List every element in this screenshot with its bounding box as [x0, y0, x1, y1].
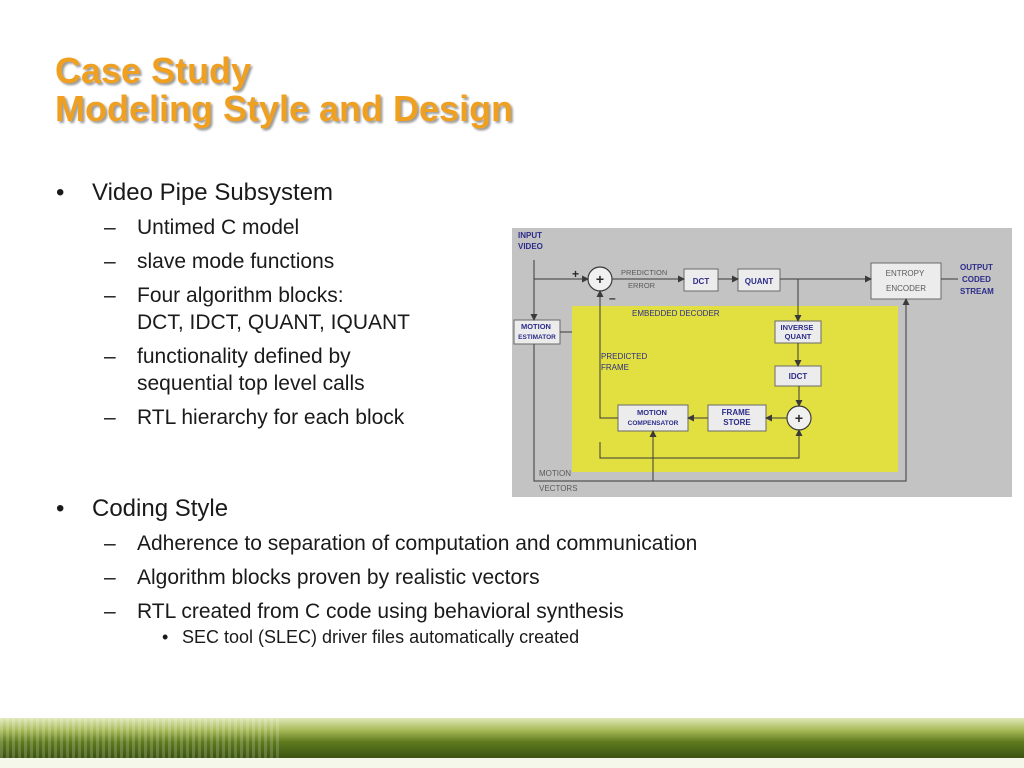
sub-bullet-text-continued: sequential top level calls: [137, 372, 365, 395]
dct-label: DCT: [692, 277, 710, 286]
sub-bullet: [92, 564, 876, 591]
entropy-encoder-label: ENTROPY ENCODER: [885, 269, 927, 293]
bullet-list-coding-style: [56, 492, 876, 656]
motion-vectors-label: MOTION VECTORS: [539, 469, 578, 493]
dash-marker: –: [104, 250, 116, 273]
bullet-list-video-pipe: [56, 176, 496, 438]
bullet-video-pipe-subsystem: [56, 176, 496, 431]
dash-marker: –: [104, 284, 116, 307]
dash-marker: –: [104, 345, 116, 368]
output-coded-stream-label: OUTPUT CODED STREAM: [960, 263, 994, 296]
sub-bullet: [92, 530, 876, 557]
prediction-error-label: PREDICTION ERROR: [621, 268, 668, 290]
sub-sub-list: [137, 625, 876, 649]
junction-2-plus: +: [794, 410, 804, 426]
sub-bullet-text: functionality defined by: [137, 345, 351, 368]
dash-marker: –: [104, 566, 116, 589]
frame-store-label: FRAME STORE: [721, 408, 751, 427]
bullet-coding-style: [56, 492, 876, 649]
footer-texture: [0, 718, 280, 758]
sub-bullet: [92, 404, 496, 431]
dash-marker: –: [104, 406, 116, 429]
embedded-decoder-label: EMBEDDED DECODER: [632, 309, 720, 318]
sub-bullet-text: slave mode functions: [137, 250, 335, 273]
sub-bullet-text-continued: DCT, IDCT, QUANT, IQUANT: [137, 311, 411, 334]
sub-bullet-text: Adherence to separation of computation and communication: [137, 532, 698, 555]
sub-bullet: [92, 598, 876, 649]
motion-estimator-label: MOTION ESTIMATOR: [518, 322, 556, 341]
sub-bullet-text: Algorithm blocks proven by realistic vectors: [137, 566, 540, 589]
embedded-decoder-region: [572, 306, 898, 472]
slide-title: [55, 52, 513, 128]
bullet-text: Coding Style: [92, 495, 229, 522]
title-line-1: Case Study: [55, 50, 252, 91]
sub-bullet: [92, 282, 496, 336]
bullet-marker: •: [162, 627, 169, 647]
dash-marker: –: [104, 216, 116, 239]
sub-bullet-text: Untimed C model: [137, 216, 300, 239]
sub-bullet: [92, 343, 496, 397]
dash-marker: –: [104, 532, 116, 555]
bullet-text: Video Pipe Subsystem: [92, 179, 334, 206]
sub-list: [92, 530, 876, 649]
sub-bullet-text: RTL hierarchy for each block: [137, 406, 405, 429]
motion-compensator-label: MOTION COMPENSATOR: [627, 408, 679, 427]
input-plus-sign: +: [572, 267, 580, 281]
sub-bullet: [92, 214, 496, 241]
quant-label: QUANT: [744, 277, 774, 286]
bullet-marker: •: [56, 179, 65, 206]
video-pipeline-diagram: [512, 228, 1012, 497]
junction-1-plus: +: [595, 271, 605, 287]
sub-list: [92, 214, 496, 431]
predicted-frame-label: PREDICTED FRAME: [601, 352, 648, 372]
footer-band: [0, 718, 1024, 768]
bullet-marker: •: [56, 495, 65, 522]
idct-label: IDCT: [788, 372, 808, 381]
inverse-quant-label: INVERSE QUANT: [780, 323, 814, 341]
feedback-minus-sign: –: [609, 291, 616, 305]
title-line-2: Modeling Style and Design: [55, 88, 514, 129]
sub-bullet: [92, 248, 496, 275]
dash-marker: –: [104, 600, 116, 623]
sub-sub-bullet: [92, 625, 876, 649]
footer-base: [0, 758, 1024, 768]
sub-bullet-text: Four algorithm blocks:: [137, 284, 344, 307]
sub-bullet-text: RTL created from C code using behavioral synthesis: [137, 600, 624, 623]
sub-sub-bullet-text: SEC tool (SLEC) driver files automatically created: [182, 627, 580, 647]
input-video-label: INPUT VIDEO: [518, 231, 543, 251]
